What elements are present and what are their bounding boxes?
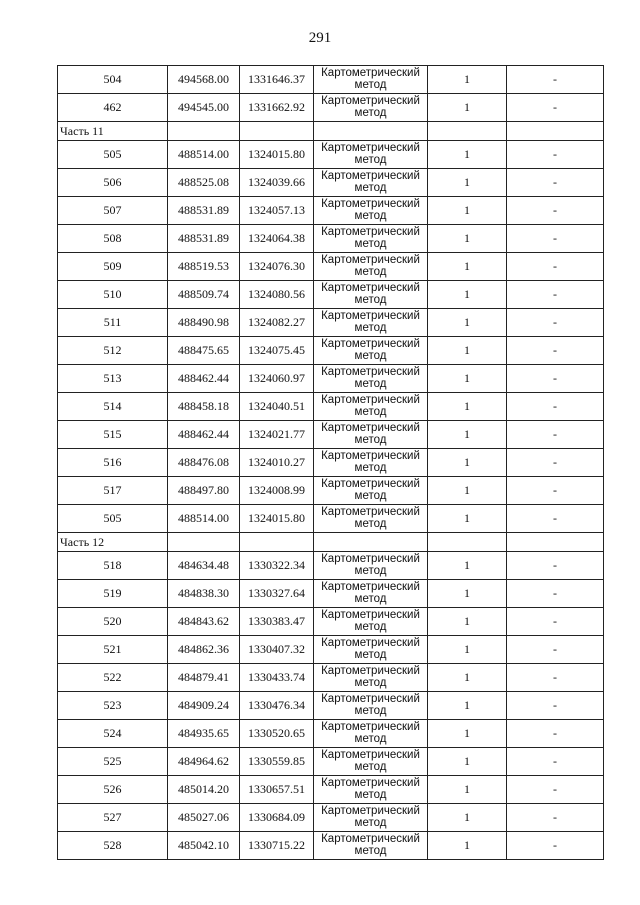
y-coordinate-cell: 1324040.51 — [240, 393, 314, 421]
accuracy-cell: 1 — [428, 636, 507, 664]
empty-cell — [428, 122, 507, 141]
method-cell: Картометрический метод — [314, 580, 428, 608]
note-cell: - — [507, 225, 604, 253]
empty-cell — [428, 533, 507, 552]
point-id-cell: 511 — [58, 309, 168, 337]
x-coordinate-cell: 485027.06 — [168, 804, 240, 832]
point-id-cell: 510 — [58, 281, 168, 309]
table-row — [58, 636, 604, 664]
accuracy-cell: 1 — [428, 225, 507, 253]
y-coordinate-cell: 1330433.74 — [240, 664, 314, 692]
note-cell: - — [507, 505, 604, 533]
accuracy-cell: 1 — [428, 804, 507, 832]
method-cell: Картометрический метод — [314, 692, 428, 720]
note-cell: - — [507, 309, 604, 337]
empty-cell — [507, 122, 604, 141]
note-cell: - — [507, 720, 604, 748]
empty-cell — [240, 122, 314, 141]
x-coordinate-cell: 484862.36 — [168, 636, 240, 664]
x-coordinate-cell: 488476.08 — [168, 449, 240, 477]
method-cell: Картометрический метод — [314, 365, 428, 393]
y-coordinate-cell: 1330327.64 — [240, 580, 314, 608]
method-cell: Картометрический метод — [314, 477, 428, 505]
note-cell: - — [507, 580, 604, 608]
note-cell: - — [507, 449, 604, 477]
note-cell: - — [507, 253, 604, 281]
note-cell: - — [507, 636, 604, 664]
y-coordinate-cell: 1331662.92 — [240, 94, 314, 122]
empty-cell — [314, 533, 428, 552]
note-cell: - — [507, 281, 604, 309]
accuracy-cell: 1 — [428, 664, 507, 692]
y-coordinate-cell: 1330684.09 — [240, 804, 314, 832]
method-cell: Картометрический метод — [314, 636, 428, 664]
method-cell: Картометрический метод — [314, 748, 428, 776]
accuracy-cell: 1 — [428, 692, 507, 720]
point-id-cell: 520 — [58, 608, 168, 636]
part-header-row — [58, 533, 604, 552]
accuracy-cell: 1 — [428, 309, 507, 337]
y-coordinate-cell: 1324008.99 — [240, 477, 314, 505]
accuracy-cell: 1 — [428, 337, 507, 365]
accuracy-cell: 1 — [428, 832, 507, 860]
y-coordinate-cell: 1330322.34 — [240, 552, 314, 580]
accuracy-cell: 1 — [428, 66, 507, 94]
part-label: Часть 11 — [58, 122, 168, 141]
accuracy-cell: 1 — [428, 608, 507, 636]
y-coordinate-cell: 1330715.22 — [240, 832, 314, 860]
table-row — [58, 776, 604, 804]
empty-cell — [168, 122, 240, 141]
table-row — [58, 253, 604, 281]
x-coordinate-cell: 488519.53 — [168, 253, 240, 281]
point-id-cell: 516 — [58, 449, 168, 477]
method-cell: Картометрический метод — [314, 253, 428, 281]
table-row — [58, 94, 604, 122]
y-coordinate-cell: 1324015.80 — [240, 141, 314, 169]
point-id-cell: 527 — [58, 804, 168, 832]
accuracy-cell: 1 — [428, 477, 507, 505]
x-coordinate-cell: 484634.48 — [168, 552, 240, 580]
x-coordinate-cell: 488458.18 — [168, 393, 240, 421]
note-cell: - — [507, 197, 604, 225]
method-cell: Картометрический метод — [314, 141, 428, 169]
coordinates-table — [57, 65, 604, 860]
accuracy-cell: 1 — [428, 197, 507, 225]
accuracy-cell: 1 — [428, 94, 507, 122]
note-cell: - — [507, 748, 604, 776]
point-id-cell: 522 — [58, 664, 168, 692]
point-id-cell: 505 — [58, 505, 168, 533]
x-coordinate-cell: 494545.00 — [168, 94, 240, 122]
table-row — [58, 580, 604, 608]
point-id-cell: 524 — [58, 720, 168, 748]
note-cell: - — [507, 337, 604, 365]
point-id-cell: 517 — [58, 477, 168, 505]
page-number: 291 — [308, 30, 332, 46]
table-row — [58, 421, 604, 449]
x-coordinate-cell: 488462.44 — [168, 365, 240, 393]
method-cell: Картометрический метод — [314, 281, 428, 309]
x-coordinate-cell: 488509.74 — [168, 281, 240, 309]
point-id-cell: 514 — [58, 393, 168, 421]
note-cell: - — [507, 421, 604, 449]
table-row — [58, 720, 604, 748]
note-cell: - — [507, 692, 604, 720]
method-cell: Картометрический метод — [314, 421, 428, 449]
x-coordinate-cell: 484964.62 — [168, 748, 240, 776]
accuracy-cell: 1 — [428, 720, 507, 748]
point-id-cell: 509 — [58, 253, 168, 281]
accuracy-cell: 1 — [428, 776, 507, 804]
y-coordinate-cell: 1324075.45 — [240, 337, 314, 365]
method-cell: Картометрический метод — [314, 804, 428, 832]
x-coordinate-cell: 488514.00 — [168, 505, 240, 533]
y-coordinate-cell: 1324082.27 — [240, 309, 314, 337]
method-cell: Картометрический метод — [314, 225, 428, 253]
note-cell: - — [507, 393, 604, 421]
y-coordinate-cell: 1330520.65 — [240, 720, 314, 748]
note-cell: - — [507, 552, 604, 580]
y-coordinate-cell: 1324010.27 — [240, 449, 314, 477]
table-row — [58, 552, 604, 580]
method-cell: Картометрический метод — [314, 393, 428, 421]
table-row — [58, 309, 604, 337]
method-cell: Картометрический метод — [314, 552, 428, 580]
point-id-cell: 519 — [58, 580, 168, 608]
point-id-cell: 505 — [58, 141, 168, 169]
point-id-cell: 513 — [58, 365, 168, 393]
table-row — [58, 393, 604, 421]
point-id-cell: 518 — [58, 552, 168, 580]
method-cell: Картометрический метод — [314, 449, 428, 477]
accuracy-cell: 1 — [428, 365, 507, 393]
table-row — [58, 225, 604, 253]
x-coordinate-cell: 485014.20 — [168, 776, 240, 804]
table-row — [58, 804, 604, 832]
empty-cell — [507, 533, 604, 552]
x-coordinate-cell: 494568.00 — [168, 66, 240, 94]
note-cell: - — [507, 832, 604, 860]
point-id-cell: 506 — [58, 169, 168, 197]
x-coordinate-cell: 484843.62 — [168, 608, 240, 636]
x-coordinate-cell: 484879.41 — [168, 664, 240, 692]
y-coordinate-cell: 1324057.13 — [240, 197, 314, 225]
x-coordinate-cell: 488525.08 — [168, 169, 240, 197]
empty-cell — [240, 533, 314, 552]
x-coordinate-cell: 488462.44 — [168, 421, 240, 449]
empty-cell — [314, 122, 428, 141]
point-id-cell: 507 — [58, 197, 168, 225]
note-cell: - — [507, 608, 604, 636]
method-cell: Картометрический метод — [314, 720, 428, 748]
table-row — [58, 66, 604, 94]
method-cell: Картометрический метод — [314, 832, 428, 860]
table-row — [58, 141, 604, 169]
accuracy-cell: 1 — [428, 449, 507, 477]
accuracy-cell: 1 — [428, 552, 507, 580]
accuracy-cell: 1 — [428, 281, 507, 309]
point-id-cell: 515 — [58, 421, 168, 449]
y-coordinate-cell: 1324080.56 — [240, 281, 314, 309]
y-coordinate-cell: 1324039.66 — [240, 169, 314, 197]
accuracy-cell: 1 — [428, 253, 507, 281]
point-id-cell: 462 — [58, 94, 168, 122]
point-id-cell: 525 — [58, 748, 168, 776]
table-row — [58, 477, 604, 505]
table-row — [58, 365, 604, 393]
note-cell: - — [507, 94, 604, 122]
x-coordinate-cell: 485042.10 — [168, 832, 240, 860]
part-header-row — [58, 122, 604, 141]
point-id-cell: 521 — [58, 636, 168, 664]
y-coordinate-cell: 1330657.51 — [240, 776, 314, 804]
point-id-cell: 523 — [58, 692, 168, 720]
note-cell: - — [507, 365, 604, 393]
y-coordinate-cell: 1324021.77 — [240, 421, 314, 449]
note-cell: - — [507, 141, 604, 169]
y-coordinate-cell: 1330559.85 — [240, 748, 314, 776]
method-cell: Картометрический метод — [314, 776, 428, 804]
method-cell: Картометрический метод — [314, 608, 428, 636]
table-row — [58, 197, 604, 225]
y-coordinate-cell: 1330407.32 — [240, 636, 314, 664]
point-id-cell: 526 — [58, 776, 168, 804]
method-cell: Картометрический метод — [314, 337, 428, 365]
note-cell: - — [507, 776, 604, 804]
method-cell: Картометрический метод — [314, 94, 428, 122]
x-coordinate-cell: 484935.65 — [168, 720, 240, 748]
y-coordinate-cell: 1324076.30 — [240, 253, 314, 281]
method-cell: Картометрический метод — [314, 169, 428, 197]
table-row — [58, 832, 604, 860]
accuracy-cell: 1 — [428, 505, 507, 533]
table-row — [58, 608, 604, 636]
table-row — [58, 281, 604, 309]
y-coordinate-cell: 1331646.37 — [240, 66, 314, 94]
point-id-cell: 504 — [58, 66, 168, 94]
y-coordinate-cell: 1330476.34 — [240, 692, 314, 720]
x-coordinate-cell: 484838.30 — [168, 580, 240, 608]
x-coordinate-cell: 488514.00 — [168, 141, 240, 169]
x-coordinate-cell: 488497.80 — [168, 477, 240, 505]
table-row — [58, 337, 604, 365]
accuracy-cell: 1 — [428, 169, 507, 197]
x-coordinate-cell: 488531.89 — [168, 225, 240, 253]
y-coordinate-cell: 1324060.97 — [240, 365, 314, 393]
method-cell: Картометрический метод — [314, 309, 428, 337]
x-coordinate-cell: 484909.24 — [168, 692, 240, 720]
note-cell: - — [507, 477, 604, 505]
note-cell: - — [507, 169, 604, 197]
x-coordinate-cell: 488490.98 — [168, 309, 240, 337]
x-coordinate-cell: 488531.89 — [168, 197, 240, 225]
accuracy-cell: 1 — [428, 421, 507, 449]
table-row — [58, 169, 604, 197]
y-coordinate-cell: 1324064.38 — [240, 225, 314, 253]
table-row — [58, 692, 604, 720]
point-id-cell: 508 — [58, 225, 168, 253]
note-cell: - — [507, 66, 604, 94]
accuracy-cell: 1 — [428, 393, 507, 421]
table-row — [58, 449, 604, 477]
y-coordinate-cell: 1324015.80 — [240, 505, 314, 533]
point-id-cell: 512 — [58, 337, 168, 365]
accuracy-cell: 1 — [428, 748, 507, 776]
accuracy-cell: 1 — [428, 580, 507, 608]
part-label: Часть 12 — [58, 533, 168, 552]
x-coordinate-cell: 488475.65 — [168, 337, 240, 365]
empty-cell — [168, 533, 240, 552]
method-cell: Картометрический метод — [314, 197, 428, 225]
point-id-cell: 528 — [58, 832, 168, 860]
accuracy-cell: 1 — [428, 141, 507, 169]
note-cell: - — [507, 664, 604, 692]
method-cell: Картометрический метод — [314, 66, 428, 94]
method-cell: Картометрический метод — [314, 505, 428, 533]
note-cell: - — [507, 804, 604, 832]
method-cell: Картометрический метод — [314, 664, 428, 692]
y-coordinate-cell: 1330383.47 — [240, 608, 314, 636]
table-row — [58, 748, 604, 776]
table-row — [58, 505, 604, 533]
table-row — [58, 664, 604, 692]
coordinates-table-body — [58, 66, 604, 860]
